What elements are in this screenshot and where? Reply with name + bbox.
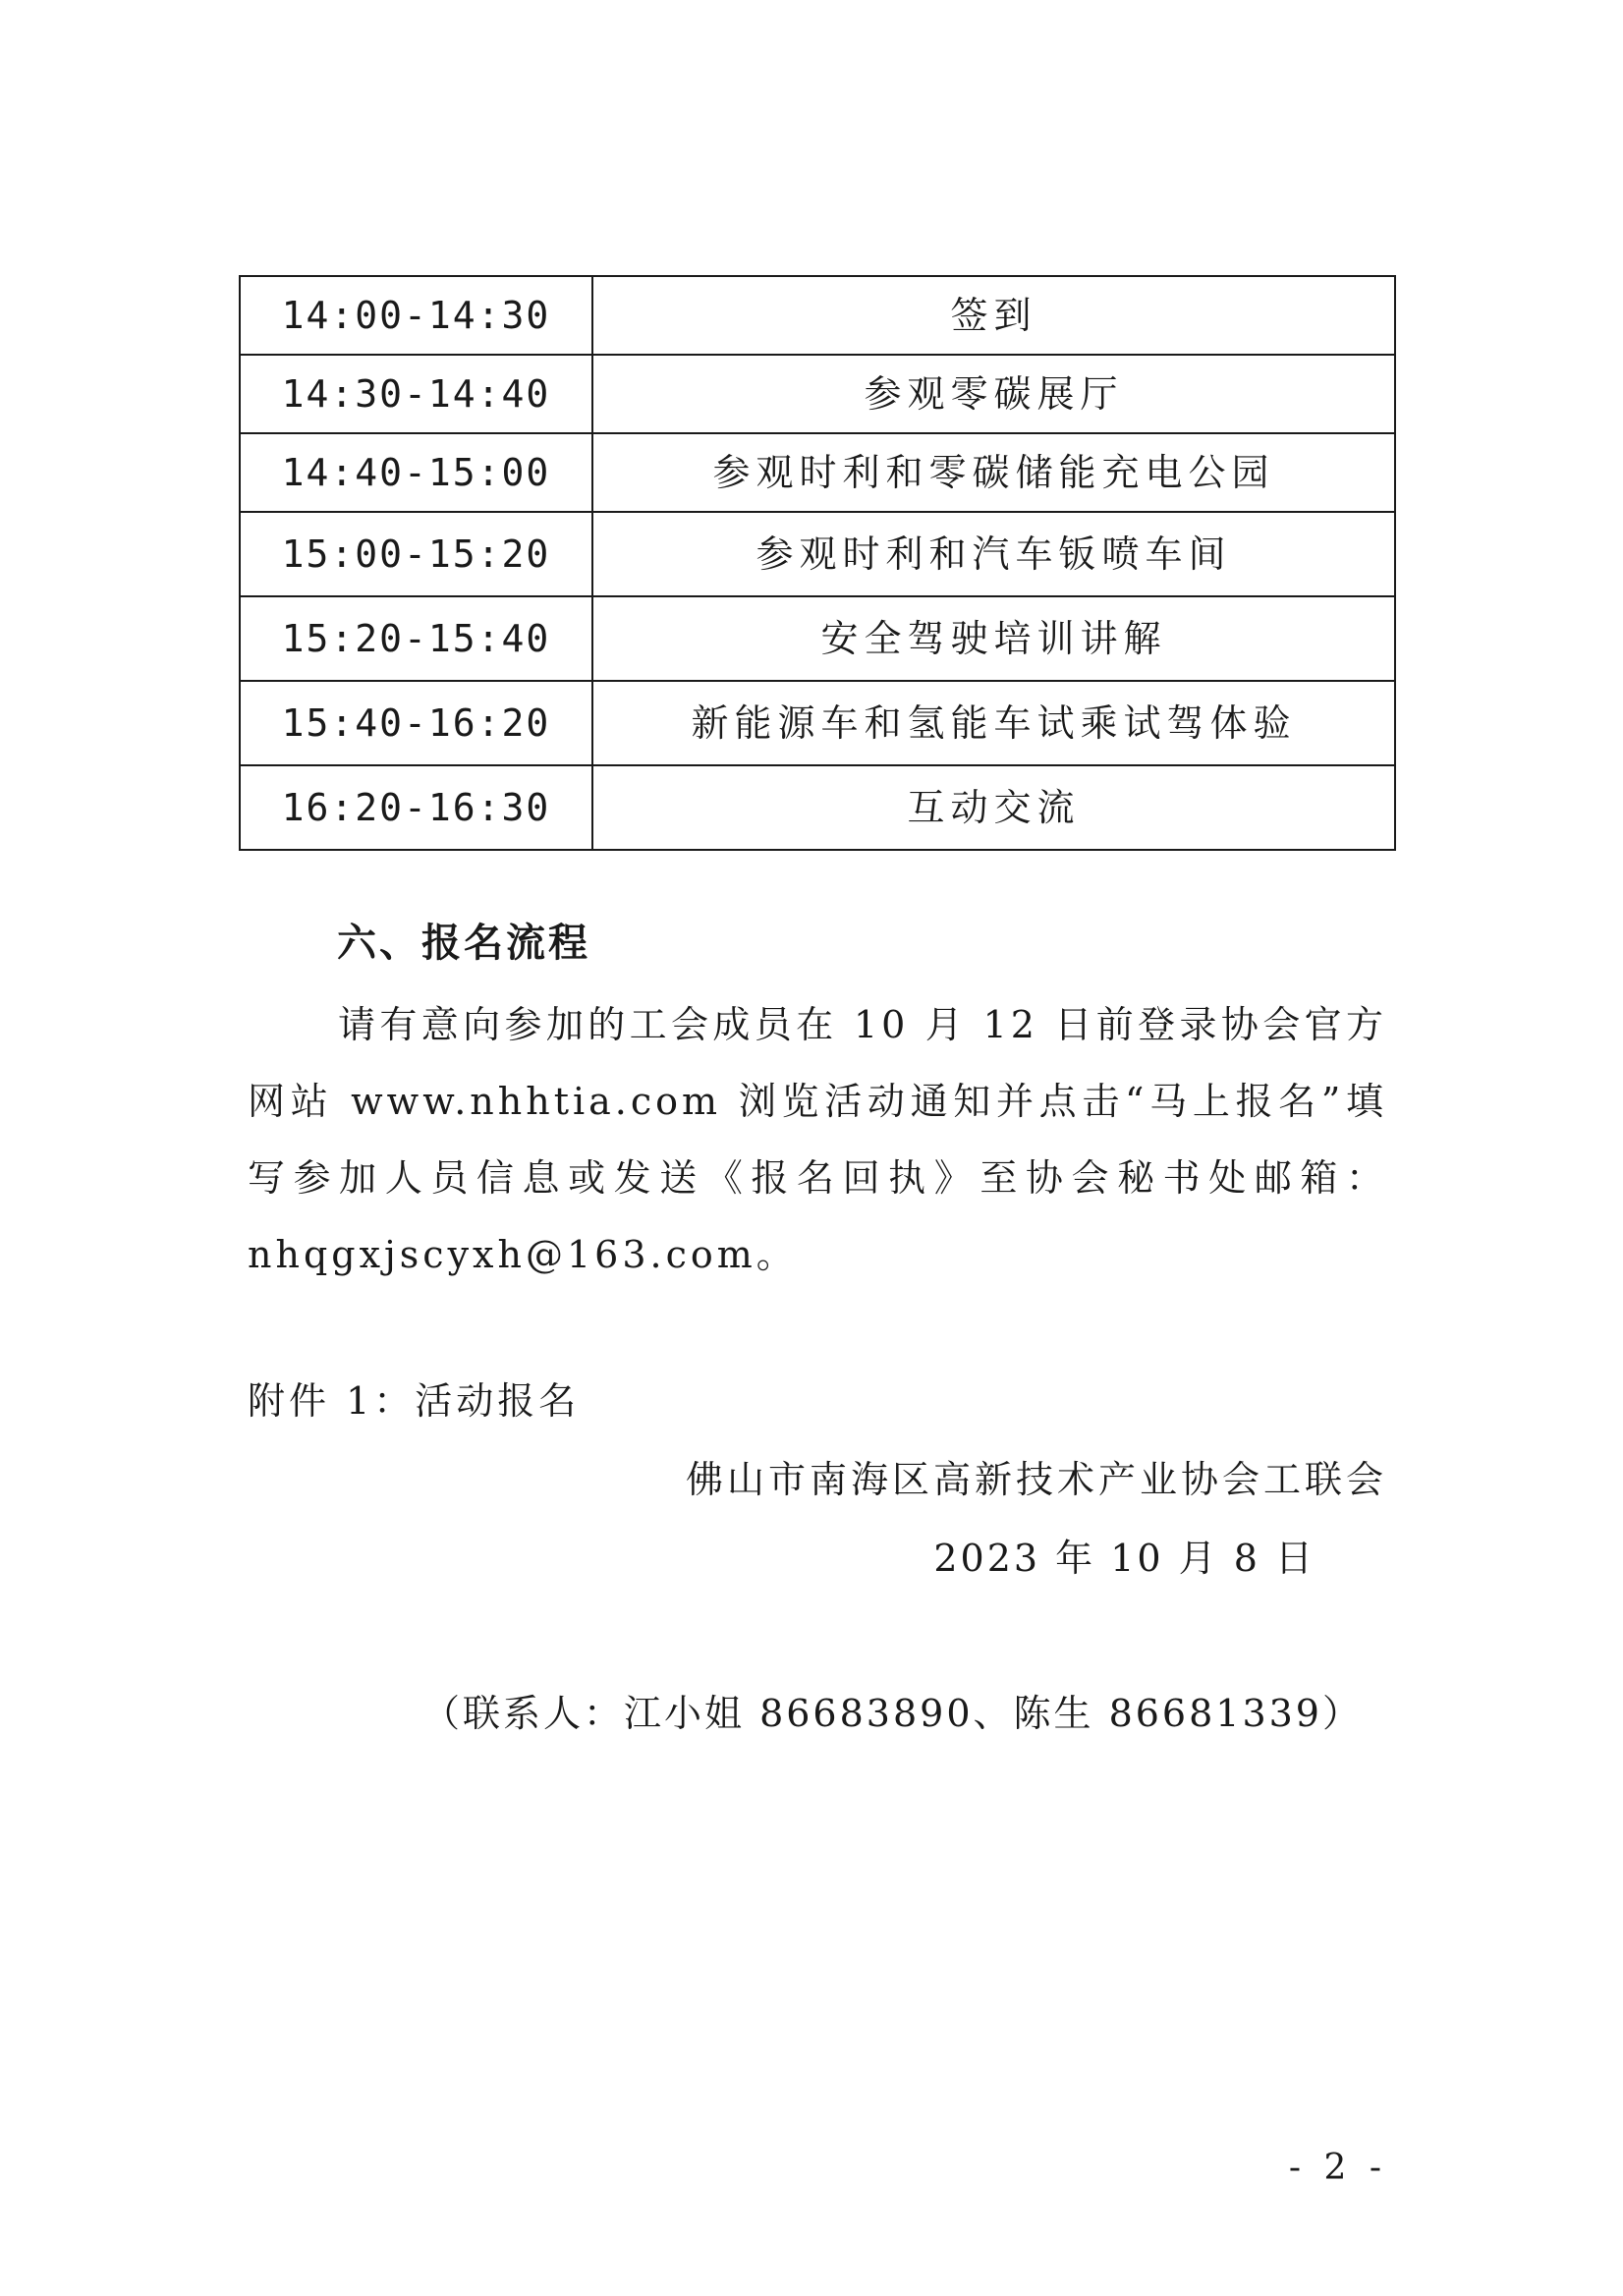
time-cell: 14:00-14:30 xyxy=(240,276,592,355)
activity-cell: 参观零碳展厅 xyxy=(592,355,1395,433)
table-row xyxy=(240,433,1395,512)
attachment-label: 附件 1：活动报名 xyxy=(248,1379,581,1423)
signature-date: 2023 年 10 月 8 日 xyxy=(933,1537,1315,1580)
time-cell: 14:30-14:40 xyxy=(240,355,592,433)
table-row xyxy=(240,512,1395,596)
time-cell: 15:40-16:20 xyxy=(240,681,592,765)
activity-cell: 新能源车和氢能车试乘试驾体验 xyxy=(592,681,1395,765)
table-row xyxy=(240,355,1395,433)
table-row xyxy=(240,765,1395,850)
activity-cell: 参观时利和零碳储能充电公园 xyxy=(592,433,1395,512)
time-cell: 14:40-15:00 xyxy=(240,433,592,512)
registration-paragraph: 请有意向参加的工会成员在 10 月 12 日前登录协会官方网站 www.nhhtia.com 浏览活动通知并点击“马上报名”填写参加人员信息或发送《报名回执》至协会秘书处邮箱：nhqgxjscyxh@163.com。 xyxy=(248,1003,1387,1276)
page-number: - 2 - xyxy=(1288,2148,1387,2188)
schedule-table xyxy=(239,275,1396,851)
activity-cell: 互动交流 xyxy=(592,765,1395,850)
activity-cell: 安全驾驶培训讲解 xyxy=(592,596,1395,681)
section-heading: 六、报名流程 xyxy=(337,921,590,966)
table-row xyxy=(240,596,1395,681)
time-cell: 15:00-15:20 xyxy=(240,512,592,596)
activity-cell: 参观时利和汽车钣喷车间 xyxy=(592,512,1395,596)
activity-cell: 签到 xyxy=(592,276,1395,355)
table-row xyxy=(240,681,1395,765)
time-cell: 16:20-16:30 xyxy=(240,765,592,850)
table-row xyxy=(240,276,1395,355)
time-cell: 15:20-15:40 xyxy=(240,596,592,681)
contact-info: （联系人：江小姐 86683890、陈生 86681339） xyxy=(422,1692,1363,1735)
signature-organization: 佛山市南海区高新技术产业协会工联会 xyxy=(685,1458,1387,1501)
